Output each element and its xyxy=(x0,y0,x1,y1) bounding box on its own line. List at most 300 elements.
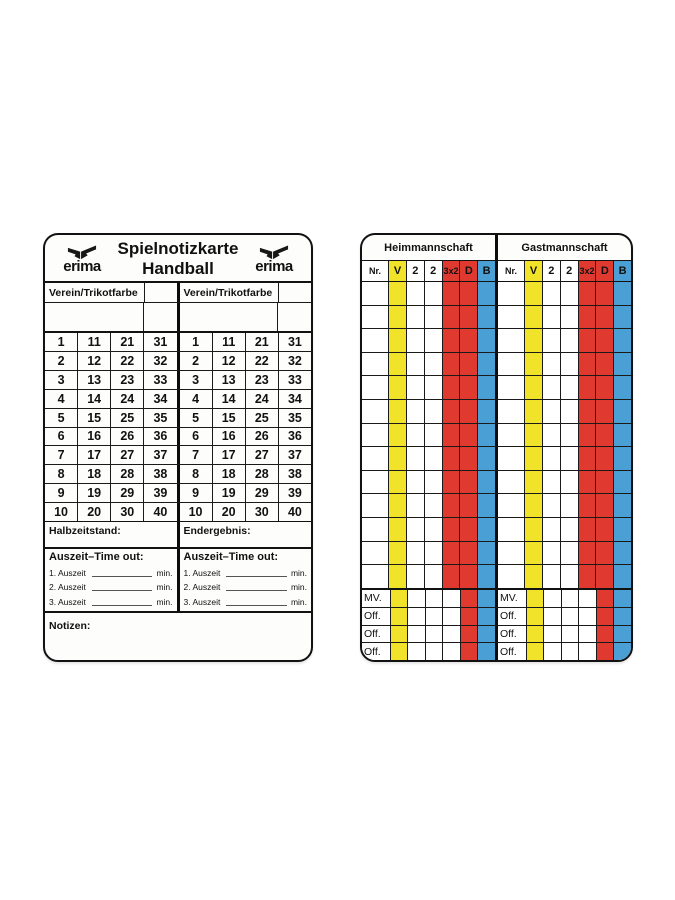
player-number-cell: 18 xyxy=(213,465,246,483)
official-cell xyxy=(461,626,479,643)
home-number-half xyxy=(45,352,180,370)
penalty-cell xyxy=(443,542,461,565)
home-penalty-half xyxy=(362,376,498,399)
guest-penalty-half xyxy=(498,565,631,588)
penalty-cell xyxy=(543,494,561,517)
official-cell xyxy=(478,590,495,607)
home-penalty-half xyxy=(362,542,498,565)
officials-section xyxy=(362,588,631,660)
penalty-cell xyxy=(543,565,561,588)
penalty-cell xyxy=(614,376,631,399)
penalty-cell xyxy=(561,353,579,376)
penalty-cell xyxy=(389,447,407,470)
penalty-cell xyxy=(561,400,579,423)
player-number-cell: 40 xyxy=(287,505,302,520)
penalty-cell xyxy=(596,494,614,517)
score-row xyxy=(45,521,311,549)
timeout-line-label: 3. Auszeit xyxy=(49,597,86,608)
column-header-3x2: 3x2 xyxy=(579,261,597,281)
penalty-cell xyxy=(614,306,631,329)
penalty-grid xyxy=(362,282,631,588)
official-row xyxy=(362,626,631,644)
timeout-heading: Auszeit–Time out: xyxy=(49,551,144,563)
card-title xyxy=(111,239,245,279)
penalty-cell xyxy=(443,424,461,447)
penalty-cell xyxy=(498,400,525,423)
penalty-cell xyxy=(389,306,407,329)
penalty-cell xyxy=(525,282,543,305)
player-number-cell: 3 xyxy=(45,371,78,389)
penalty-cell xyxy=(579,282,597,305)
column-header-nr: Nr. xyxy=(362,261,389,281)
penalty-cell xyxy=(614,542,631,565)
player-number-cell: 39 xyxy=(153,486,168,501)
penalty-cell xyxy=(443,447,461,470)
penalty-cell xyxy=(389,282,407,305)
penalty-cell xyxy=(407,494,425,517)
penalty-cell xyxy=(460,424,478,447)
timeout-line-label: 1. Auszeit xyxy=(183,567,221,578)
guest-penalty-half xyxy=(498,424,631,447)
penalty-cell xyxy=(579,518,597,541)
player-number-cell: 22 xyxy=(111,352,144,370)
home-team-header xyxy=(45,283,180,302)
column-header-nr: Nr. xyxy=(498,261,525,281)
player-number-cell: 4 xyxy=(45,390,78,408)
penalty-cell xyxy=(525,400,543,423)
column-header-v: V xyxy=(525,261,543,281)
player-number-cell: 5 xyxy=(45,409,78,427)
penalty-cell xyxy=(425,565,443,588)
guest-penalty-half xyxy=(498,518,631,541)
penalty-cell xyxy=(525,542,543,565)
official-cell xyxy=(597,608,615,625)
penalty-cell xyxy=(498,494,525,517)
penalty-cell xyxy=(543,518,561,541)
official-cell xyxy=(614,590,631,607)
player-number-cell: 24 xyxy=(111,390,144,408)
timeout-write-line xyxy=(226,590,287,591)
penalty-cell xyxy=(614,471,631,494)
timeout-guest xyxy=(180,549,312,611)
penalty-cell xyxy=(596,282,614,305)
player-number-cell: 8 xyxy=(180,465,213,483)
player-number-cell: 7 xyxy=(45,446,78,464)
guest-number-half xyxy=(180,428,312,446)
player-number-cell: 23 xyxy=(111,371,144,389)
penalty-cell xyxy=(561,306,579,329)
team-name-field xyxy=(45,303,144,331)
penalty-cell xyxy=(498,518,525,541)
penalty-cell xyxy=(460,471,478,494)
penalty-cell xyxy=(362,400,389,423)
penalty-cell xyxy=(389,494,407,517)
penalty-cell xyxy=(460,353,478,376)
official-cell xyxy=(597,626,615,643)
official-label-cell: Off. xyxy=(498,626,527,643)
jersey-color-cell xyxy=(145,283,177,302)
penalty-cell xyxy=(579,471,597,494)
player-number-cell: 23 xyxy=(246,371,279,389)
guest-official-half xyxy=(498,590,631,607)
penalty-cell xyxy=(478,447,495,470)
official-cell xyxy=(562,626,580,643)
halftime-label: Halbzeitstand: xyxy=(49,525,121,537)
guest-penalty-half xyxy=(498,471,631,494)
penalty-cell xyxy=(614,447,631,470)
official-cell xyxy=(614,626,631,643)
official-label-cell: Off. xyxy=(362,643,391,660)
penalty-cell xyxy=(579,565,597,588)
timeout-line-label: 3. Auszeit xyxy=(183,597,221,608)
player-number-cell: 28 xyxy=(246,465,279,483)
guest-number-half xyxy=(180,465,312,483)
player-number-cell: 19 xyxy=(213,484,246,502)
home-penalty-half xyxy=(362,494,498,517)
official-label-cell: Off. xyxy=(362,608,391,625)
penalty-cell xyxy=(362,542,389,565)
penalty-cell xyxy=(362,353,389,376)
home-team-title: Heimmannschaft xyxy=(362,235,498,260)
player-number-cell: 1 xyxy=(180,333,213,351)
home-penalty-half xyxy=(362,400,498,423)
column-header-2: 2 xyxy=(543,261,561,281)
player-number-cell: 14 xyxy=(78,390,111,408)
official-cell xyxy=(443,608,461,625)
penalty-cell xyxy=(525,424,543,447)
penalty-cell xyxy=(561,282,579,305)
penalty-cell xyxy=(362,494,389,517)
player-number-cell: 35 xyxy=(153,410,168,425)
penalty-cell xyxy=(407,282,425,305)
penalty-cell xyxy=(425,494,443,517)
guest-penalty-half xyxy=(498,353,631,376)
timeout-line xyxy=(49,594,173,609)
timeout-unit-label: min. xyxy=(290,597,307,608)
guest-penalty-half xyxy=(498,542,631,565)
player-number-cell: 3 xyxy=(180,371,213,389)
penalty-cell xyxy=(614,565,631,588)
guest-number-half xyxy=(180,446,312,464)
player-number-cell: 13 xyxy=(78,371,111,389)
penalty-cell xyxy=(478,329,495,352)
penalty-cell xyxy=(362,518,389,541)
jersey-color-field xyxy=(278,303,311,331)
team-name-field xyxy=(180,303,279,331)
penalty-cell xyxy=(614,494,631,517)
penalty-cell xyxy=(425,353,443,376)
number-row xyxy=(45,446,311,465)
penalty-cell xyxy=(478,282,495,305)
penalty-cell xyxy=(460,494,478,517)
penalty-cell xyxy=(614,400,631,423)
penalty-cell xyxy=(460,447,478,470)
penalty-cell xyxy=(478,565,495,588)
penalty-cell xyxy=(425,447,443,470)
home-number-half xyxy=(45,409,180,427)
official-cell xyxy=(426,608,444,625)
penalty-cell xyxy=(478,542,495,565)
penalty-cell xyxy=(596,353,614,376)
official-label-cell: Off. xyxy=(362,626,391,643)
penalty-cell xyxy=(596,542,614,565)
player-number-cell: 6 xyxy=(45,428,78,446)
penalty-cell xyxy=(614,424,631,447)
score-note-card xyxy=(43,233,313,662)
number-row xyxy=(45,371,311,390)
home-penalty-half xyxy=(362,282,498,305)
penalty-cell xyxy=(425,471,443,494)
penalty-cell xyxy=(596,306,614,329)
home-official-half xyxy=(362,608,498,625)
penalty-cell xyxy=(561,424,579,447)
player-number-cell: 6 xyxy=(180,428,213,446)
player-number-cell: 32 xyxy=(287,353,302,368)
penalty-cell xyxy=(525,447,543,470)
home-official-half xyxy=(362,626,498,643)
guest-penalty-half xyxy=(498,494,631,517)
player-number-cell: 38 xyxy=(287,467,302,482)
official-cell xyxy=(443,643,461,660)
home-official-half xyxy=(362,590,498,607)
number-row xyxy=(45,409,311,428)
penalty-cell xyxy=(525,376,543,399)
column-header-2: 2 xyxy=(561,261,579,281)
penalty-cell xyxy=(443,282,461,305)
penalty-cell xyxy=(478,306,495,329)
guest-penalty-half xyxy=(498,306,631,329)
penalty-cell xyxy=(407,471,425,494)
guest-number-half xyxy=(180,352,312,370)
penalty-cell xyxy=(579,424,597,447)
penalty-cell xyxy=(425,282,443,305)
penalty-cell xyxy=(443,306,461,329)
home-official-half xyxy=(362,643,498,660)
final-result-label: Endergebnis: xyxy=(183,525,251,537)
penalty-cell xyxy=(579,400,597,423)
player-number-cell: 26 xyxy=(111,428,144,446)
penalty-cell xyxy=(425,306,443,329)
official-cell xyxy=(527,608,545,625)
timeout-write-line xyxy=(226,605,287,606)
penalty-cell xyxy=(561,494,579,517)
official-cell xyxy=(614,643,631,660)
penalty-row xyxy=(362,447,631,471)
number-row xyxy=(45,428,311,447)
home-number-half xyxy=(45,428,180,446)
penalty-cell xyxy=(362,376,389,399)
timeout-unit-label: min. xyxy=(156,567,173,578)
guest-penalty-half xyxy=(498,447,631,470)
number-row xyxy=(45,465,311,484)
penalty-column-headers xyxy=(362,261,631,282)
penalty-cell xyxy=(407,565,425,588)
penalty-cell xyxy=(543,424,561,447)
penalty-cell xyxy=(443,518,461,541)
player-number-cell: 21 xyxy=(246,333,279,351)
home-number-half xyxy=(45,484,180,502)
home-penalty-half xyxy=(362,306,498,329)
penalty-cell xyxy=(579,329,597,352)
penalty-cell xyxy=(362,329,389,352)
penalty-cell xyxy=(543,376,561,399)
penalty-cell xyxy=(443,565,461,588)
penalty-cell xyxy=(478,494,495,517)
penalty-cell xyxy=(561,542,579,565)
number-row xyxy=(45,484,311,503)
penalty-cell xyxy=(443,329,461,352)
penalty-cell xyxy=(460,565,478,588)
timeout-line xyxy=(184,580,308,595)
official-cell xyxy=(461,643,479,660)
column-header-d: D xyxy=(460,261,478,281)
guest-penalty-half xyxy=(498,329,631,352)
official-cell xyxy=(527,590,545,607)
column-header-3x2: 3x2 xyxy=(443,261,461,281)
official-row xyxy=(362,608,631,626)
timeout-line xyxy=(49,565,173,580)
penalty-row xyxy=(362,282,631,306)
goal-count-grid xyxy=(45,333,311,521)
column-header-d: D xyxy=(596,261,614,281)
penalty-row xyxy=(362,494,631,518)
player-number-cell: 9 xyxy=(45,484,78,502)
penalty-cell xyxy=(389,329,407,352)
penalty-cell xyxy=(543,542,561,565)
penalty-cell xyxy=(498,447,525,470)
penalty-cell xyxy=(460,400,478,423)
player-number-cell: 26 xyxy=(246,428,279,446)
player-number-cell: 8 xyxy=(45,465,78,483)
penalty-row xyxy=(362,376,631,400)
official-cell xyxy=(579,643,597,660)
official-cell xyxy=(443,626,461,643)
number-row xyxy=(45,333,311,352)
official-cell xyxy=(391,590,409,607)
card-title-line2: Handball xyxy=(142,259,214,278)
penalty-cell xyxy=(561,447,579,470)
penalty-cell xyxy=(579,353,597,376)
penalty-cell xyxy=(407,376,425,399)
home-number-half xyxy=(45,503,180,521)
player-number-cell: 24 xyxy=(246,390,279,408)
home-penalty-half xyxy=(362,518,498,541)
home-penalty-half xyxy=(362,329,498,352)
column-header-v: V xyxy=(389,261,407,281)
timeout-unit-label: min. xyxy=(156,597,173,608)
penalty-cell xyxy=(443,353,461,376)
timeout-line-label: 2. Auszeit xyxy=(183,582,221,593)
penalty-cell xyxy=(525,518,543,541)
official-cell xyxy=(562,643,580,660)
home-colhead xyxy=(362,261,498,281)
player-number-cell: 20 xyxy=(78,503,111,521)
penalty-cell xyxy=(543,353,561,376)
penalty-cell xyxy=(498,471,525,494)
number-row xyxy=(45,390,311,409)
penalty-cell xyxy=(425,518,443,541)
official-label-cell: MV. xyxy=(498,590,527,607)
player-number-cell: 22 xyxy=(246,352,279,370)
penalty-cell xyxy=(362,471,389,494)
player-number-cell: 15 xyxy=(78,409,111,427)
home-penalty-half xyxy=(362,353,498,376)
penalty-cell xyxy=(407,306,425,329)
number-row xyxy=(45,503,311,521)
player-number-cell: 14 xyxy=(213,390,246,408)
penalty-cell xyxy=(543,329,561,352)
player-number-cell: 29 xyxy=(246,484,279,502)
guest-official-half xyxy=(498,643,631,660)
penalty-cell xyxy=(407,518,425,541)
player-number-cell: 33 xyxy=(287,372,302,387)
player-number-cell: 29 xyxy=(111,484,144,502)
penalty-cell xyxy=(579,494,597,517)
timeout-write-line xyxy=(92,605,153,606)
player-number-cell: 12 xyxy=(213,352,246,370)
final-score-cell xyxy=(180,522,312,547)
jersey-color-cell xyxy=(279,283,311,302)
player-number-cell: 2 xyxy=(45,352,78,370)
penalty-cell xyxy=(561,329,579,352)
penalty-cell xyxy=(389,471,407,494)
notes-section xyxy=(45,613,311,660)
brand-wordmark: erima xyxy=(255,257,293,275)
verein-trikotfarbe-label: Verein/Trikotfarbe xyxy=(180,283,280,302)
penalty-cell xyxy=(460,306,478,329)
brand-wordmark: erima xyxy=(63,257,101,275)
penalty-card-team-row xyxy=(362,235,631,261)
timeout-heading: Auszeit–Time out: xyxy=(183,551,279,563)
player-number-cell: 18 xyxy=(78,465,111,483)
player-number-cell: 30 xyxy=(246,503,279,521)
player-number-cell: 35 xyxy=(287,410,302,425)
timeout-unit-label: min. xyxy=(156,582,173,593)
penalty-cell xyxy=(389,424,407,447)
penalty-cell xyxy=(498,306,525,329)
player-number-cell: 27 xyxy=(111,446,144,464)
home-penalty-half xyxy=(362,447,498,470)
timeout-write-line xyxy=(92,576,153,577)
player-number-cell: 33 xyxy=(153,372,168,387)
penalty-cell xyxy=(614,518,631,541)
penalty-cell xyxy=(389,353,407,376)
card-title-line1: Spielnotizkarte xyxy=(117,239,239,258)
penalty-cell xyxy=(498,376,525,399)
penalty-cell xyxy=(596,400,614,423)
player-number-cell: 2 xyxy=(180,352,213,370)
erima-logo-right xyxy=(245,245,303,274)
penalty-cell xyxy=(525,565,543,588)
player-number-cell: 16 xyxy=(213,428,246,446)
guest-number-half xyxy=(180,371,312,389)
penalty-cell xyxy=(579,306,597,329)
guest-number-half xyxy=(180,484,312,502)
home-team-entry xyxy=(45,303,180,331)
timeout-home xyxy=(45,549,177,611)
penalty-cell xyxy=(425,424,443,447)
penalty-cell xyxy=(407,329,425,352)
verein-trikotfarbe-label: Verein/Trikotfarbe xyxy=(45,283,145,302)
penalty-cell xyxy=(478,471,495,494)
penalty-cell xyxy=(579,376,597,399)
home-penalty-half xyxy=(362,565,498,588)
column-header-2: 2 xyxy=(407,261,425,281)
player-number-cell: 37 xyxy=(287,448,302,463)
penalty-cell xyxy=(596,447,614,470)
guest-team-entry xyxy=(180,303,312,331)
official-cell xyxy=(614,608,631,625)
